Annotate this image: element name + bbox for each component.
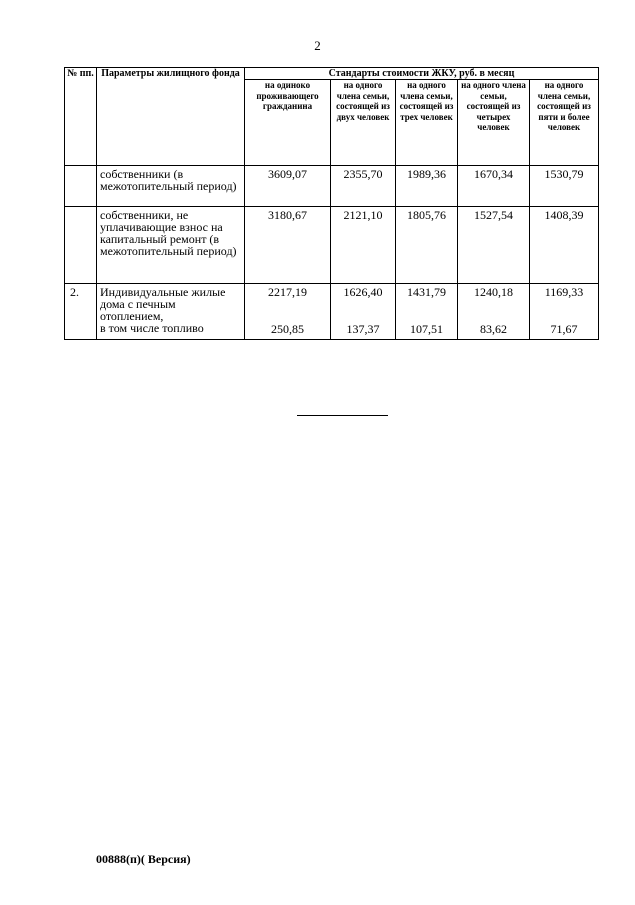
- row-sub-value: 137,37: [346, 322, 380, 336]
- row-num: [65, 166, 97, 207]
- row-param: [97, 284, 245, 340]
- header-col-4: на одного члена семьи, состоящей из четырех человек: [458, 80, 530, 166]
- header-col-5: на одного члена семьи, состоящей из пяти и более человек: [530, 80, 599, 166]
- row-value: 2355,70: [331, 166, 396, 207]
- row-value: 2121,10: [331, 207, 396, 284]
- header-standards: Стандарты стоимости ЖКУ, руб. в месяц: [245, 68, 599, 80]
- row-value: 1169,33 71,67: [530, 284, 599, 340]
- row-num: [65, 207, 97, 284]
- row-value: 3180,67: [245, 207, 331, 284]
- row-value: 3609,07: [245, 166, 331, 207]
- table-row: [65, 284, 599, 340]
- row-value: 1431,79 107,51: [396, 284, 458, 340]
- row-sub-value: 107,51: [410, 322, 443, 336]
- header-num: № пп.: [65, 68, 97, 166]
- row-value: 2217,19 250,85: [245, 284, 331, 340]
- table-row: [65, 207, 599, 284]
- row-param-sub: в том числе топливо: [100, 321, 204, 335]
- row-value: 1989,36: [396, 166, 458, 207]
- page-number: 2: [314, 38, 321, 53]
- row-value: 1805,76: [396, 207, 458, 284]
- row-param: собственники (в межотопительный период): [97, 166, 245, 207]
- row-value: 1670,34: [458, 166, 530, 207]
- document-footer-code: 00888(п)( Версия): [96, 852, 191, 866]
- row-value: 1240,18 83,62: [458, 284, 530, 340]
- row-sub-value: 83,62: [480, 322, 507, 336]
- housing-standards-table: [64, 67, 599, 340]
- header-param: Параметры жилищного фонда: [97, 68, 245, 166]
- row-param-main: Индивидуальные жилые дома с печным отоплением,: [100, 285, 226, 323]
- header-col-1: на одиноко проживающего гражданина: [245, 80, 331, 166]
- table-header-row: [65, 68, 599, 80]
- table-row: [65, 166, 599, 207]
- row-num: 2.: [65, 284, 97, 340]
- header-col-2: на одного члена семьи, состоящей из двух человек: [331, 80, 396, 166]
- row-value: 1527,54: [458, 207, 530, 284]
- row-sub-value: 71,67: [550, 322, 578, 336]
- header-col-3: на одного члена семьи, состоящей из трех человек: [396, 80, 458, 166]
- row-sub-value: 250,85: [271, 322, 304, 336]
- row-value: 1626,40 137,37: [331, 284, 396, 340]
- row-value: 1408,39: [530, 207, 599, 284]
- row-param: собственники, не уплачивающие взнос на капитальный ремонт (в межотопительный период): [97, 207, 245, 284]
- end-rule-divider: [297, 415, 388, 416]
- row-value: 1530,79: [530, 166, 599, 207]
